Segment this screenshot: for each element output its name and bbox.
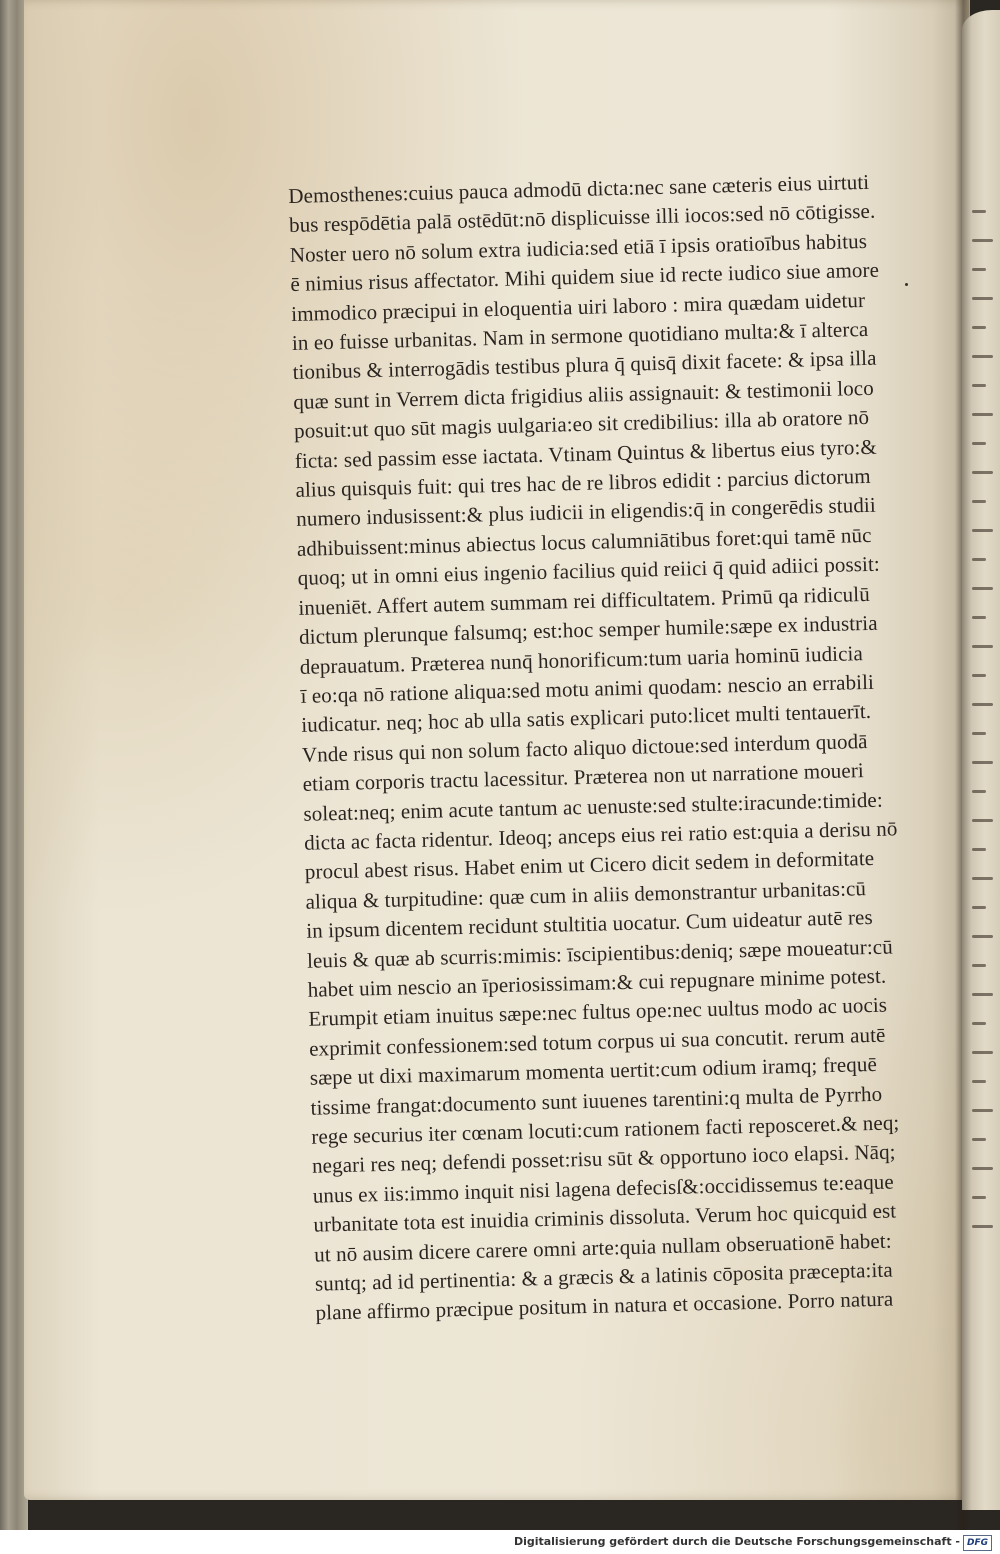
recto-text-fragment <box>972 442 986 445</box>
recto-text-fragment <box>972 239 993 242</box>
printed-text-block <box>288 167 944 1329</box>
recto-text-fragment <box>972 1196 986 1199</box>
text-line: tissime frangat:documento sunt iuuenes tarentini:q multa de Pyrrho <box>310 1081 883 1120</box>
recto-text-fragment <box>972 326 986 329</box>
text-line: posuit:ut quo sūt magis uulgaria:eo sit credibilius: illa ab oratore nō <box>293 405 870 444</box>
recto-text-fragment <box>972 674 986 677</box>
recto-text-fragment <box>972 790 986 793</box>
recto-text-fragment <box>972 1080 986 1083</box>
recto-text-fragment <box>972 761 993 764</box>
recto-text-fragment <box>972 993 993 996</box>
text-line: deprauatum. Præterea nunq̄ honorificum:tum uaria hominū iudicia <box>299 640 864 679</box>
recto-text-fragment <box>972 935 993 938</box>
text-line: ī eo:qa nō ratione aliqua:sed motu animi quodam: nescio an errabili <box>300 669 875 708</box>
text-line: ē nimius risus affectator. Mihi quidem siue id recte iudico siue amore <box>290 257 880 297</box>
text-line: unus ex iis:immo inquit nisi lagena defecisſ&:occidissemus te:eaque <box>312 1169 895 1208</box>
text-line: Noster uero nō solum extra iudicia:sed etiā ī ipsis oratioībus habitus <box>289 228 868 267</box>
text-line: suntq; ad id pertinentia: & a græcis & a latinis cōposita præcepta:ita <box>314 1257 893 1296</box>
recto-text-fragment <box>972 355 993 358</box>
text-line: alius quisquis fuit: qui tres hac de re libros edidit : parcius dictorum <box>295 463 871 502</box>
recto-text-fragment <box>972 732 986 735</box>
text-line: rege securius iter cœnam locuti:cum rationem facti reposceret.& neq; <box>311 1110 900 1149</box>
recto-text-fragment <box>972 906 986 909</box>
text-line: Erumpit etiam inuitus sæpe:nec fultus ope:nec uultus modo ac uocis <box>308 992 888 1032</box>
text-line: etiam corporis tractu lacessitur. Præterea non ut narratione moueri <box>302 758 865 796</box>
text-line: soleat:neq; enim acute tantum ac uenuste:sed stulte:iracunde:timide: <box>303 787 884 826</box>
recto-text-fragment <box>972 529 993 532</box>
text-line: plane affirmo præcipue positum in natura et occasione. Porro natura <box>315 1286 894 1326</box>
recto-text-fragment <box>972 471 993 474</box>
recto-text-fragment <box>972 297 993 300</box>
digitization-footer <box>0 1530 1000 1554</box>
dfg-logo: DFG <box>963 1535 992 1551</box>
text-line: iudicatur. neq; hoc ab ulla satis explicari puto:licet multi tentauerīt. <box>300 699 872 738</box>
recto-text-fragment <box>972 1109 993 1112</box>
text-line: quæ sunt in Verrem dicta frigidius aliis assignauit: & testimonii loco <box>293 375 875 414</box>
recto-text-fragment <box>972 268 986 271</box>
recto-text-fragment <box>972 1051 993 1054</box>
recto-text-fragment <box>972 384 986 387</box>
text-line: in ipsum dicentem recidunt stultitia uocatur. Cum uideatur autē res <box>306 905 874 943</box>
text-line: immodico præcipui in eloquentia uiri laboro : mira quædam uidetur <box>290 287 866 326</box>
recto-text-fragment <box>972 964 986 967</box>
recto-text-fragment <box>972 1138 986 1141</box>
text-line: dictum plerunque falsumq; est:hoc semper humile:sæpe ex industria <box>298 610 878 649</box>
text-line: sæpe ut dixi maximarum momenta uertit:cum odium iramq; frequē <box>309 1052 878 1090</box>
recto-text-fragment <box>972 1022 986 1025</box>
recto-text-fragment <box>972 210 986 213</box>
text-line: in eo fuisse urbanitas. Nam in sermone quotidiano multa:& ī alterca <box>291 316 869 355</box>
funding-credit: Digitalisierung gefördert durch die Deutsche Forschungsgemeinschaft - <box>513 1535 960 1548</box>
text-line: Vnde risus qui non solum facto aliquo dictoue:sed interdum quodā <box>301 728 868 767</box>
text-line: bus respōdētia palā ostēdūt:nō displicuisse illi iocos:sed nō cōtigisse. <box>288 199 876 238</box>
text-line: ficta: sed passim esse iactata. Vtinam Quintus & libertus eius tyro:& <box>294 434 878 473</box>
text-line: leuis & quæ ab scurris:mimis: īscipientibus:deniq; sæpe moueatur:cū <box>306 934 894 973</box>
recto-text-fragment <box>972 1225 993 1228</box>
recto-text-fragment <box>972 848 986 851</box>
text-line: aliqua & turpitudine: quæ cum in aliis demonstrantur urbanitas:cū <box>305 875 867 914</box>
text-line: Demosthenes:cuius pauca admodū dicta:nec sane cæteris eius uirtuti <box>288 169 870 208</box>
text-line: tionibus & interrogādis testibus plura q̄ quisq̄ dixit facete: & ipsa illa <box>292 346 877 385</box>
recto-text-fragment <box>972 1167 993 1170</box>
text-line: inueniēt. Affert autem summam rei difficultatem. Primū qa ridiculū <box>298 581 871 620</box>
text-line: numero indusissent:& plus iudicii in eligendis:q̄ in congerēdis studii <box>295 493 877 532</box>
text-line: ut nō ausim dicere carere omni arte:quia nullam obseruationē habet: <box>313 1228 892 1267</box>
recto-text-fragment <box>972 616 986 619</box>
recto-text-fragment <box>972 558 986 561</box>
recto-text-fragment <box>972 645 993 648</box>
text-line: urbanitate tota est inuidia criminis dissoluta. Verum hoc quicquid est <box>313 1198 897 1237</box>
recto-text-fragment <box>972 500 986 503</box>
text-line: negari res neq; defendi posset:risu sūt & opportuno ioco elapsi. Nāq; <box>311 1139 896 1179</box>
text-line: adhibuissent:minus abiectus locus calumniātibus foret:qui tamē nūc <box>296 522 872 561</box>
text-line: exprimit confessionem:sed totum corpus ui sua concutit. rerum autē <box>308 1022 886 1061</box>
recto-text-fragment <box>972 587 993 590</box>
text-line: dicta ac facta ridentur. Ideoq; anceps eius rei ratio est:quia a derisu nō <box>303 816 898 855</box>
recto-text-fragment <box>972 413 993 416</box>
text-line: habet uim nescio an īperiosissimam:& cui repugnare minime potest. <box>307 963 887 1002</box>
recto-text-fragment <box>972 877 993 880</box>
recto-text-fragment <box>972 819 993 822</box>
text-line: quoq; ut in omni eius ingenio facilius quid reiici q̄ quid adiici possit: <box>297 551 881 591</box>
text-line: procul abest risus. Habet enim ut Cicero dicit sedem in deformitate <box>304 846 875 885</box>
recto-page-edge <box>962 10 1000 1510</box>
recto-text-fragment <box>972 703 993 706</box>
